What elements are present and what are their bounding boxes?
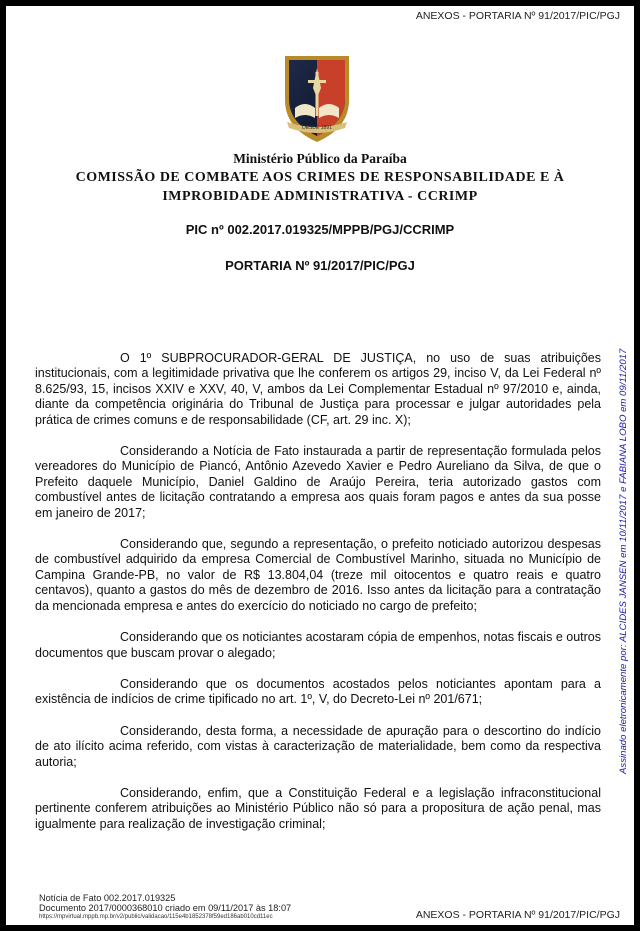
commission-name-line-2: IMPROBIDADE ADMINISTRATIVA - CCRIMP (162, 189, 478, 204)
paragraph: Considerando que os documentos acostados pelos noticiantes apontam para a existência de indícios de crime tipificado no art. 1º, V, do Decreto-Lei nº 201/671; (35, 676, 601, 707)
footer-notice-ref: Notícia de Fato 002.2017.019325 (39, 893, 176, 903)
paragraph: Considerando que, segundo a representação, o prefeito noticiado autorizou despesas de combustível adquirido da empresa Comercial de Combustível Marinho, situada no Município de Campina Grande-PB, no valor de R$ 13.804,04 (treze mil oitocentos e quatro reais e quatro centavos), quanto a gastos do mês de dezembro de 2016. Isso antes da licitação para a contratação da mencionada empresa e antes do exercício do noticiado no cargo de prefeito; (35, 537, 601, 613)
pic-reference: PIC nº 002.2017.019325/MPPB/PGJ/CCRIMP (185, 222, 455, 237)
paragraph: Considerando, desta forma, a necessidade de apuração para o descortino do indício de ato ilícito acima referido, com vistas à caracterização de materialidade, bem como da respectiva autoria; (35, 723, 601, 769)
electronic-signature-note (618, 274, 628, 774)
paragraph: Considerando a Notícia de Fato instaurada a partir de representação formulada pelos vereadores do Município de Piancó, Antônio Azevedo Xavier e Pedro Aureliano da Silva, de que o Prefeito daquele Município, Daniel Galdino de Araújo Pereira, teria autorizado gastos com combustível antes de licitação contratando a empresa aos quais foram pagos e antes da sua posse em janeiro de 2017; (35, 444, 601, 520)
crest-banner-text: DESDE 1891 (302, 125, 332, 131)
institution-crest-logo (281, 52, 353, 144)
document-body (35, 351, 601, 848)
document-page (6, 6, 634, 925)
commission-name-line-1: COMISSÃO DE COMBATE AOS CRIMES DE RESPONSABILIDADE E À (75, 170, 565, 185)
portaria-title: PORTARIA Nº 91/2017/PIC/PGJ (225, 258, 415, 273)
header-annex-label: ANEXOS - PORTARIA Nº 91/2017/PIC/PGJ (415, 10, 620, 22)
organization-name: Ministério Público da Paraíba (233, 151, 407, 166)
footer-document-info (39, 893, 291, 921)
paragraph: O 1º SUBPROCURADOR-GERAL DE JUSTIÇA, no uso de suas atribuições institucionais, com a legitimidade privativa que lhe conferem os artigos 29, inciso V, da Lei Federal nº 8.625/93, 15, incisos XXIV e XXV, 40, V, ambos da Lei Complementar Estadual nº 97/2010 e, ainda, diante da competência originária do Tribunal de Justiça para processar e julgar autoridades pela prática de crimes comuns e de responsabilidade (CF, art. 29 inc. X); (35, 351, 601, 427)
footer-validation-url[interactable]: https://mpvirtual.mppb.mp.br/v2/public/validacao/115e4b1852378f59ed186ab010cd11ec (39, 914, 273, 920)
footer-annex-label: ANEXOS - PORTARIA Nº 91/2017/PIC/PGJ (415, 909, 620, 921)
paragraph: Considerando que os noticiantes acostaram cópia de empenhos, notas fiscais e outros documentos que buscam provar o alegado; (35, 630, 601, 660)
paragraph: Considerando, enfim, que a Constituição Federal e a legislação infraconstitucional pertinente conferem atribuições ao Ministério Público não só para a propositura de ação penal, mas igualmente para realização de investigação criminal; (35, 785, 601, 831)
footer-document-created: Documento 2017/0000368010 criado em 09/11/2017 às 18:07 (39, 903, 292, 913)
signature-text: Assinado eletronicamente por: ALCIDES JANSEN em 10/11/2017 e FABIANA LOBO em 09/11/2017 (618, 348, 629, 774)
